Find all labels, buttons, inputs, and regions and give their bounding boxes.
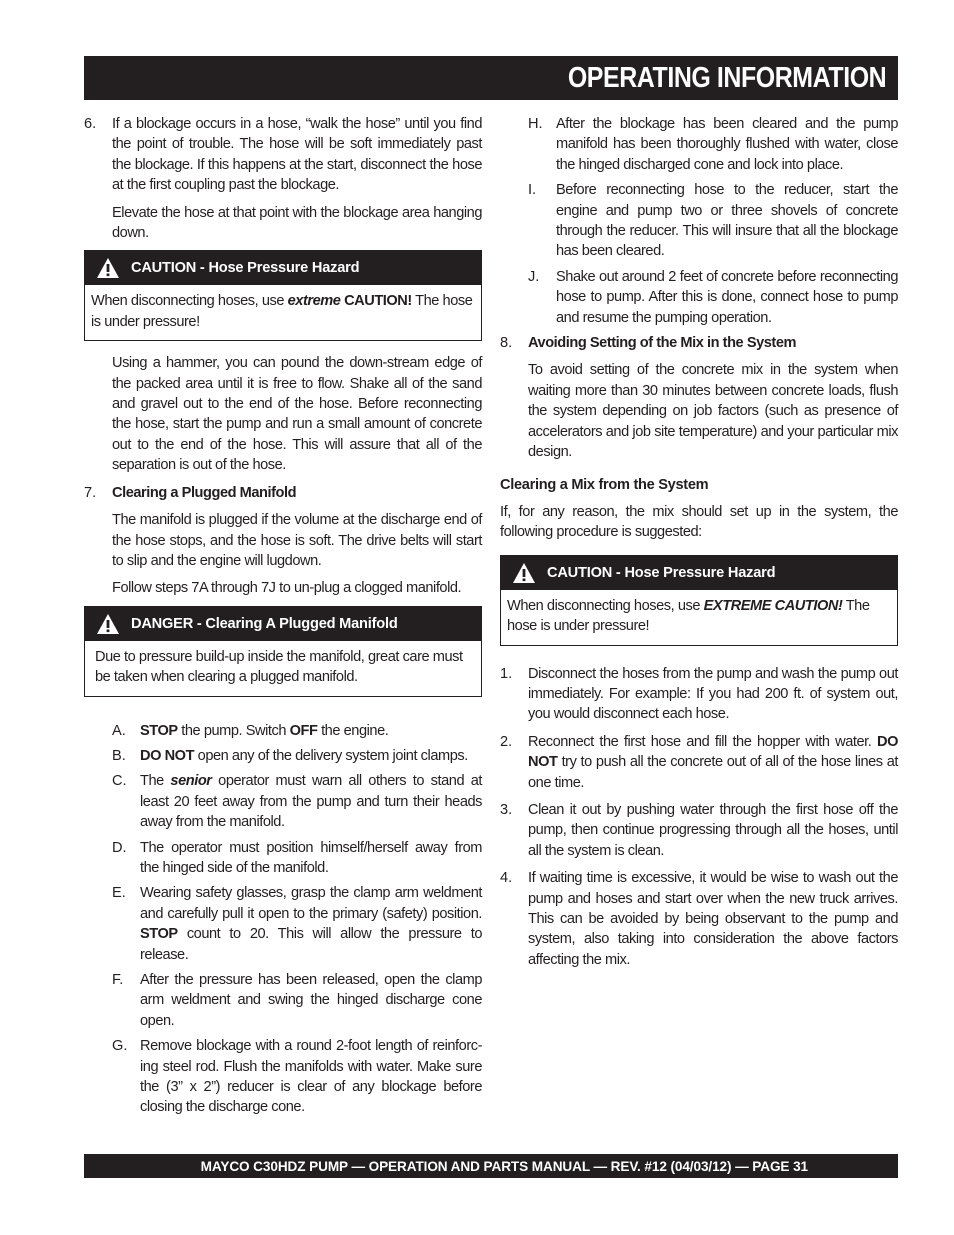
step-letter: H.	[528, 116, 543, 132]
step-text	[140, 883, 482, 965]
page-title: OPERATING INFORMATION	[567, 62, 886, 94]
list-item-1	[500, 664, 898, 725]
list-item-3	[500, 800, 898, 861]
item-number: 2.	[500, 733, 513, 750]
item-number: 1.	[500, 665, 513, 682]
step-span: count to 20. This will allow the pressure to release.	[140, 926, 482, 963]
step-letter: B.	[112, 747, 126, 764]
step-bold: STOP	[140, 926, 178, 943]
item-span: Reconnect the first hose and fill the hopper with water.	[528, 733, 877, 750]
step-span: operator must warn all others to stand at least 20 feet away from the pump and turn their heads away from the manifold.	[140, 773, 482, 831]
step-text: Before reconnecting hose to the reducer, start the engine and pump two or three shovels of concrete through the reducer. This will insure that all the blockage has been cleared.	[556, 182, 898, 260]
paragraph: If, for any reason, the mix should set up in the system, the following procedure is suggested:	[500, 503, 898, 541]
item-number: 4.	[500, 870, 513, 887]
step-e	[112, 883, 482, 965]
step-text: After the blockage has been cleared and the pump manifold has been thoroughly flushed with water, close the hinged discharged cone and lock into place.	[556, 116, 898, 173]
caution-emphasis: extreme	[287, 293, 341, 310]
warning-triangle-icon	[85, 257, 131, 279]
caution-emphasis: EXTREME CAUTION!	[703, 597, 843, 614]
step-span: Wearing safety glasses, grasp the clamp arm weldment and carefully pull it open to the primary (safety) position.	[140, 885, 482, 922]
step-emphasis: senior	[170, 773, 212, 790]
item-span: If waiting time is excessive, it would be wise to wash out the pump and hoses and start over when the new truck arrives. This can be avoided by being observant to the pump and system, also taking into consideration the above factors affecting the mix.	[528, 870, 898, 968]
caution-box	[84, 250, 482, 341]
caution-strong: CAUTION!	[340, 293, 412, 310]
item-number: 8.	[500, 335, 513, 352]
paragraph: Elevate the hose at that point with the blockage area hanging down.	[112, 204, 482, 242]
item-span: Clean it out by pushing water through the first hose off the pump, then continue progressing through all the hoses, until all the system is clean.	[528, 801, 898, 859]
list-item-7	[84, 483, 482, 503]
step-c	[112, 771, 482, 832]
item-text	[528, 732, 898, 793]
step-text	[140, 721, 482, 741]
step-bold: DO NOT	[140, 747, 195, 764]
item-number: 7.	[84, 484, 97, 501]
caution-title: CAUTION - Hose Pressure Hazard	[131, 260, 360, 277]
warning-triangle-icon	[85, 613, 131, 635]
list-item-4	[500, 868, 898, 970]
item-span: try to push all the concrete out of all of the hose lines at one time.	[528, 754, 898, 791]
section-heading: Clearing a Mix from the System	[500, 476, 709, 493]
list-item-2	[500, 732, 898, 793]
caution-text: When disconnecting hoses, use	[507, 597, 704, 614]
danger-title: DANGER - Clearing A Plugged Manifold	[131, 615, 398, 632]
list-item-8	[500, 333, 898, 353]
caution-text: When disconnecting hoses, use	[91, 293, 288, 310]
step-letter: F.	[112, 972, 124, 988]
item-text: If a blockage occurs in a hose, “walk the hose” until you find the point of trouble. The hose will be soft immediately past the blockage. If this happens at the start, disconnect the hose at the first coupling past the blockage.	[112, 116, 482, 194]
step-span: open any of the delivery system joint clamps.	[194, 747, 468, 764]
step-letter: J.	[528, 268, 540, 285]
paragraph: Follow steps 7A through 7J to un-plug a clogged manifold.	[112, 580, 462, 597]
step-text: After the pressure has been released, open the clamp arm weldment and swing the hinged discharge cone open.	[140, 972, 482, 1029]
step-letter: G.	[112, 1038, 128, 1055]
step-text: Remove blockage with a round 2-foot length of reinforc-ing steel rod. Flush the manifolds with water. Make sure the (3” x 2”) reducer is clear of any blockage before closing the discharge cone.	[140, 1038, 482, 1116]
footer-text: MAYCO C30HDZ PUMP — OPERATION AND PARTS MANUAL — REV. #12 (04/03/12) — PAGE 31	[200, 1158, 808, 1174]
list-item-6	[84, 114, 482, 196]
item-span: Disconnect the hoses from the pump and wash the pump out immediately. For example: If you had 200 ft. of system out, you would disconnect each hose.	[528, 665, 898, 723]
caution-header	[85, 251, 481, 285]
step-letter: A.	[112, 722, 126, 739]
step-f	[112, 970, 482, 1031]
item-number: 3.	[500, 801, 513, 818]
step-h	[528, 114, 898, 175]
paragraph: The manifold is plugged if the volume at the discharge end of the hose stops, and the hose is soft. The drive belts will start to slip and the engine will lugdown.	[112, 512, 482, 569]
step-d	[112, 838, 482, 879]
danger-box	[84, 606, 482, 697]
step-span: the engine.	[317, 722, 389, 739]
step-a	[112, 721, 482, 741]
step-g	[112, 1036, 482, 1118]
item-title: Avoiding Setting of the Mix in the System	[528, 335, 797, 352]
left-column	[84, 114, 482, 1123]
item-bold: DO NOT	[528, 733, 898, 771]
page-footer	[84, 1154, 898, 1178]
step-b	[112, 746, 482, 766]
warning-triangle-icon	[501, 562, 547, 584]
step-letter: E.	[112, 885, 126, 902]
caution-body	[501, 590, 897, 645]
step-bold: STOP	[140, 722, 178, 739]
step-letter: I.	[528, 182, 537, 199]
step-j	[528, 267, 898, 328]
step-text: Shake out around 2 feet of concrete before reconnecting hose to pump. After this is done, connect hose to pump and resume the pumping operation.	[556, 268, 898, 326]
step-letter: D.	[112, 839, 127, 856]
step-span: The	[140, 773, 171, 790]
caution-text-end: The hose is under pressure!	[507, 597, 870, 635]
caution-header	[501, 556, 897, 590]
caution-title: CAUTION - Hose Pressure Hazard	[547, 564, 776, 581]
item-number: 6.	[84, 116, 97, 132]
danger-header	[85, 607, 481, 641]
caution-body	[85, 285, 481, 340]
step-bold: OFF	[289, 722, 318, 739]
item-text	[528, 868, 898, 970]
page-header	[84, 56, 898, 100]
step-letter: C.	[112, 773, 127, 790]
step-text: The operator must position himself/herself away from the hinged side of the manifold.	[140, 839, 482, 876]
caution-box	[500, 555, 898, 646]
caution-text-end: The hose is under pressure!	[91, 293, 473, 330]
step-text	[140, 771, 482, 832]
step-i	[528, 180, 898, 262]
item-title: Clearing a Plugged Manifold	[112, 484, 297, 501]
step-text	[140, 746, 482, 766]
danger-body: Due to pressure build-up inside the manifold, great care must be taken when clearing a plugged manifold.	[95, 648, 463, 686]
right-column	[500, 114, 898, 977]
step-span: the pump. Switch	[177, 722, 290, 739]
item-text	[528, 664, 898, 725]
paragraph: To avoid setting of the concrete mix in the system when waiting more than 30 minutes between concrete loads, flush the system depending on job factors (such as presence of accelerators and job site temperature) and your particular mix design.	[528, 362, 898, 461]
item-text	[528, 800, 898, 861]
paragraph: Using a hammer, you can pound the down-stream edge of the packed area until it is free to flow. Shake all of the sand and gravel out to the end of the hose. Before reconnecting the hose, start the pump and run a small amount of concrete out to the end of the hose. This will assure that all of the separation is out of the hose.	[112, 355, 482, 474]
